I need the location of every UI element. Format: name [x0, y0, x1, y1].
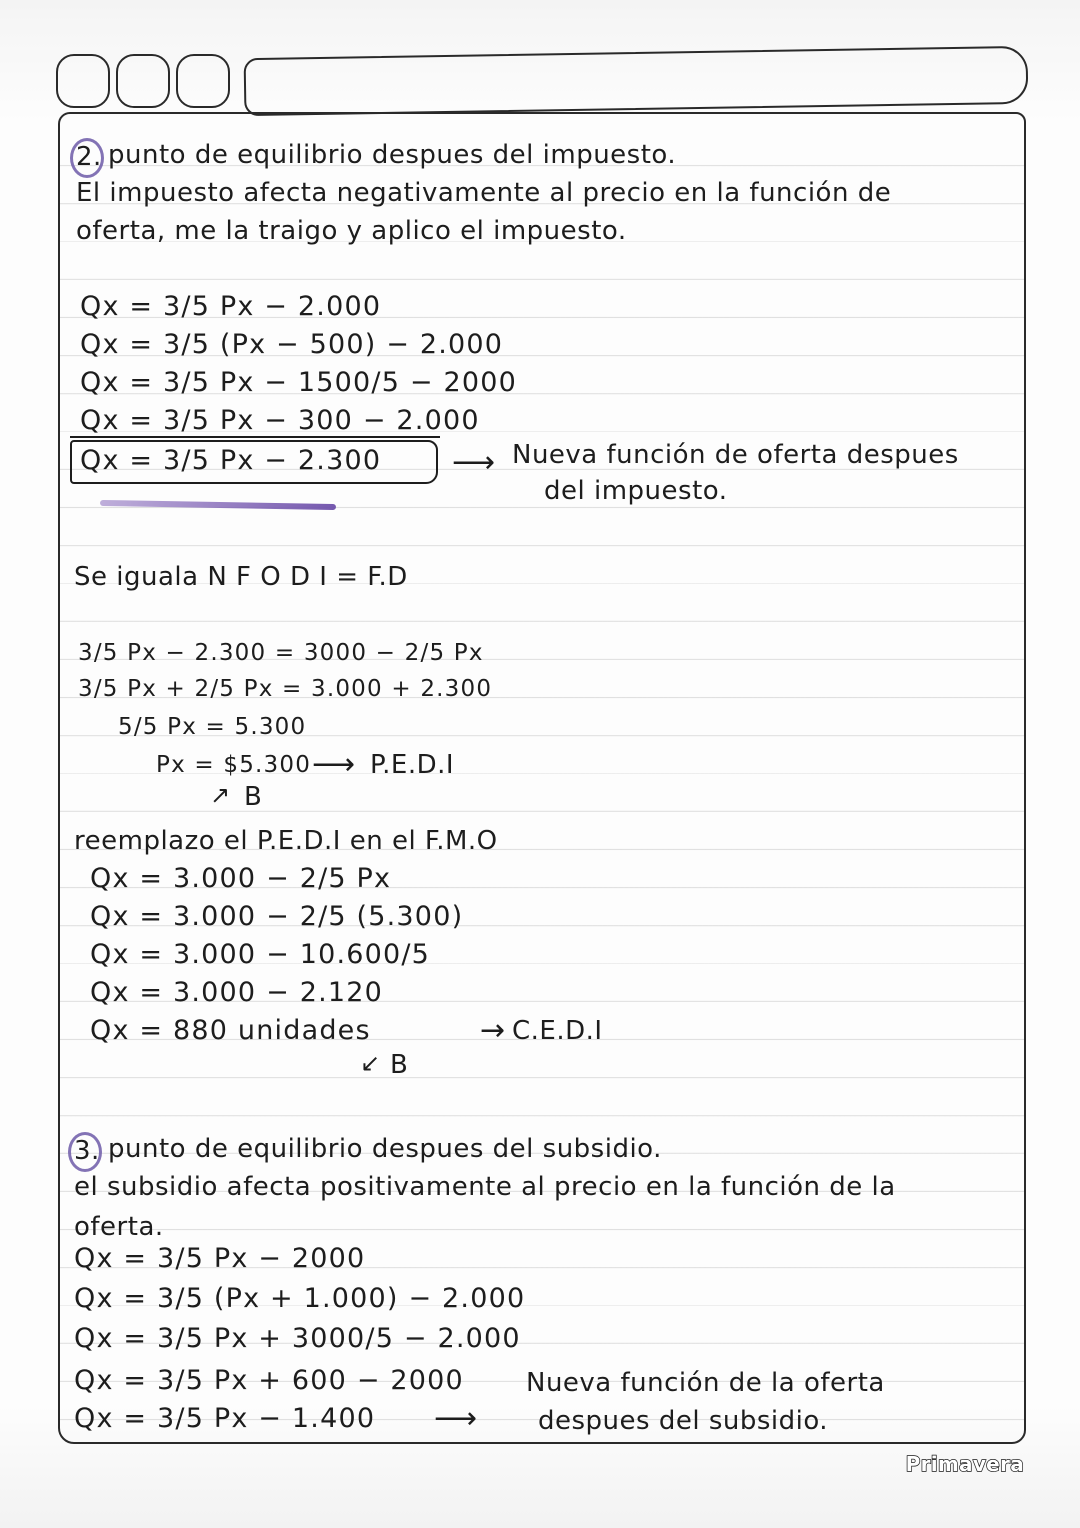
step-underline	[70, 436, 440, 438]
tax-step-1: Qx = 3/5 Px − 2.000	[80, 291, 382, 322]
arrow-right-icon: ⟶	[312, 747, 356, 782]
arrow-right-icon: ⟶	[434, 1401, 478, 1436]
section2-description-line2: oferta, me la traigo y aplico el impuesto.	[76, 216, 627, 246]
header-date-box-1	[56, 54, 110, 108]
quantity-tag: C.E.D.I	[512, 1016, 603, 1046]
section3-description-line1: el subsidio afecta positivamente al precio en la función de la	[74, 1172, 896, 1202]
header-date-box-2	[116, 54, 170, 108]
subsidy-step-4: Qx = 3/5 Px + 600 − 2000	[74, 1365, 464, 1396]
replace-step-1: Qx = 3.000 − 2/5 Px	[90, 863, 392, 894]
replace-step-4: Qx = 3.000 − 2.120	[90, 977, 383, 1008]
tax-result-function: Qx = 3/5 Px − 2.300	[80, 445, 382, 476]
subsidy-step-3: Qx = 3/5 Px + 3000/5 − 2.000	[74, 1323, 521, 1354]
replace-label: reemplazo el P.E.D.I en el F.M.O	[74, 826, 498, 856]
arrow-down-left-icon: ↙	[360, 1049, 381, 1077]
equilibrium-quantity: Qx = 880 unidades	[90, 1015, 371, 1046]
equate-step-2: 3/5 Px + 2/5 Px = 3.000 + 2.300	[78, 676, 493, 702]
replace-step-3: Qx = 3.000 − 10.600/5	[90, 939, 431, 970]
quantity-marker: B	[390, 1050, 409, 1080]
price-marker: B	[244, 782, 263, 812]
equate-step-3: 5/5 Px = 5.300	[118, 714, 307, 740]
tax-result-note-line1: Nueva función de oferta despues	[512, 440, 959, 470]
tax-step-2: Qx = 3/5 (Px − 500) − 2.000	[80, 329, 504, 360]
subsidy-result-note-line1: Nueva función de la oferta	[526, 1368, 885, 1398]
section2-description-line1: El impuesto afecta negativamente al precio en la función de	[76, 178, 892, 208]
brand-logo: Primavera	[905, 1452, 1024, 1476]
section3-number: 3.	[74, 1136, 100, 1166]
subsidy-result-function: Qx = 3/5 Px − 1.400	[74, 1403, 376, 1434]
arrow-right-icon: ⟶	[452, 445, 496, 480]
header-title-field	[244, 46, 1029, 116]
section3-description-line2: oferta.	[74, 1212, 164, 1242]
section3-title: punto de equilibrio despues del subsidio.	[108, 1134, 662, 1164]
section2-number: 2.	[76, 142, 102, 172]
purple-highlight-mark	[100, 500, 336, 510]
notes-frame	[58, 112, 1026, 1444]
subsidy-result-note-line2: despues del subsidio.	[538, 1406, 829, 1436]
price-tag: P.E.D.I	[370, 750, 455, 780]
page-header	[56, 48, 1028, 114]
equate-label: Se iguala N F O D I = F.D	[74, 562, 408, 592]
equilibrium-price: Px = $5.300	[156, 752, 312, 778]
replace-step-2: Qx = 3.000 − 2/5 (5.300)	[90, 901, 464, 932]
tax-step-3: Qx = 3/5 Px − 1500/5 − 2000	[80, 367, 517, 398]
header-date-box-3	[176, 54, 230, 108]
arrow-right-icon: →	[480, 1013, 506, 1048]
equate-step-1: 3/5 Px − 2.300 = 3000 − 2/5 Px	[78, 640, 484, 666]
section2-title: punto de equilibrio despues del impuesto.	[108, 140, 677, 170]
tax-result-note-line2: del impuesto.	[544, 476, 728, 506]
tax-step-4: Qx = 3/5 Px − 300 − 2.000	[80, 405, 480, 436]
subsidy-step-1: Qx = 3/5 Px − 2000	[74, 1243, 366, 1274]
arrow-up-right-icon: ↗	[210, 781, 231, 809]
subsidy-step-2: Qx = 3/5 (Px + 1.000) − 2.000	[74, 1283, 526, 1314]
